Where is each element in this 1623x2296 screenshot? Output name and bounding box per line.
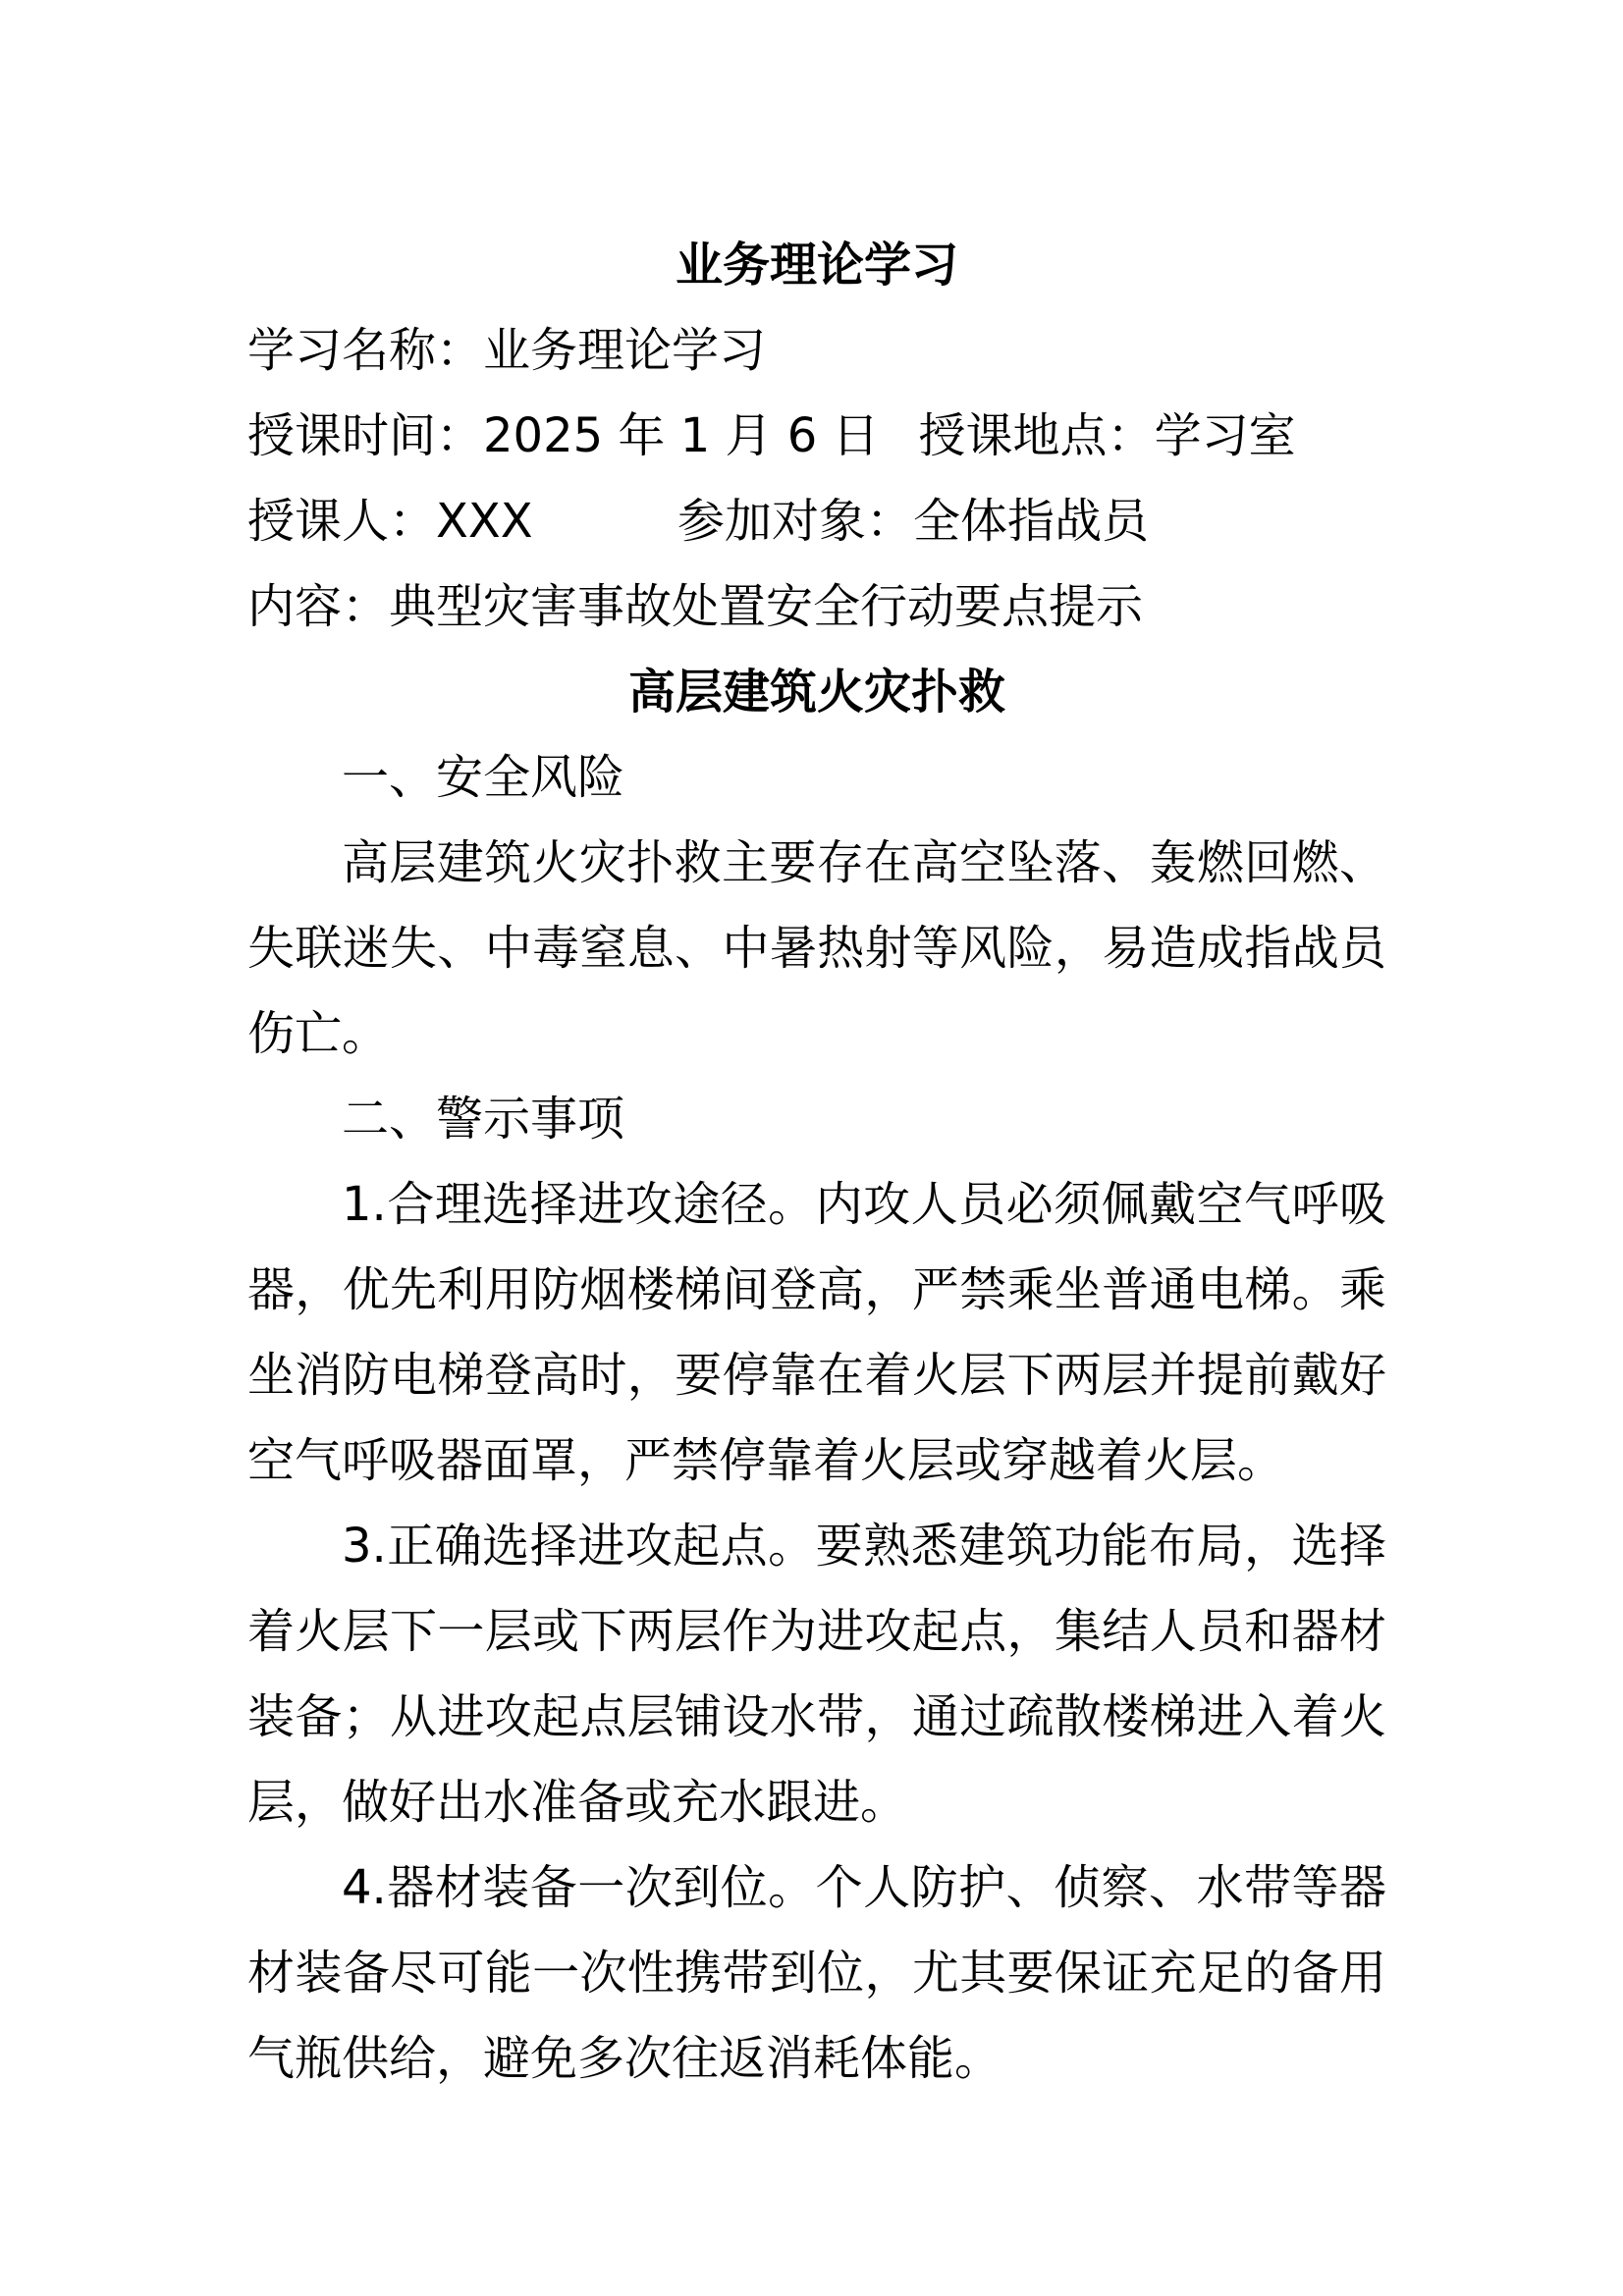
paragraph-item-1: 1.合理选择进攻途径。内攻人员必须佩戴空气呼吸器，优先利用防烟楼梯间登高，严禁乘坐普通电梯。乘坐消防电梯登高时，要停靠在着火层下两层并提前戴好空气呼吸器面罩，严禁停靠着火层或穿越着火层。 [247,1177,1386,1488]
audience-label: 参加对象： [677,494,914,549]
content-label: 内容： [247,579,390,634]
teacher-value: XXX [436,494,533,549]
document-page [247,223,1386,2102]
time-place-line [247,394,1386,479]
paragraph-item-3: 3.正确选择进攻起点。要熟悉建筑功能布局，选择着火层下一层或下两层作为进攻起点，集结人员和器材装备；从进攻起点层铺设水带，通过疏散楼梯进入着火层，做好出水准备或充水跟进。 [247,1519,1386,1830]
section-title: 高层建筑火灾扑救 [627,665,1005,720]
paragraph-item-4: 4.器材装备一次到位。个人防护、侦察、水带等器材装备尽可能一次性携带到位，尤其要保证充足的备用气瓶供给，避免多次往返消耗体能。 [247,1860,1386,2086]
time-label: 授课时间： [247,408,484,463]
teacher-audience-line [247,479,1386,564]
teacher-label: 授课人： [247,494,437,549]
document-title: 业务理论学习 [675,238,958,293]
place-value: 学习室 [1154,408,1296,463]
content-line [247,564,1386,650]
study-name-label: 学习名称： [247,323,484,378]
study-name-line [247,308,1386,394]
time-value: 2025 年 1 月 6 日 [483,408,880,463]
content-value: 典型灾害事故处置安全行动要点提示 [389,579,1144,634]
audience-value: 全体指战员 [913,494,1150,549]
heading-risks: 一、安全风险 [342,750,625,805]
study-name-value: 业务理论学习 [483,323,767,378]
paragraph-risks: 高层建筑火灾扑救主要存在高空坠落、轰燃回燃、失联迷失、中毒窒息、中暑热射等风险，易造成指战员伤亡。 [247,835,1386,1061]
place-label: 授课地点： [918,408,1155,463]
heading-warnings: 二、警示事项 [342,1092,625,1147]
